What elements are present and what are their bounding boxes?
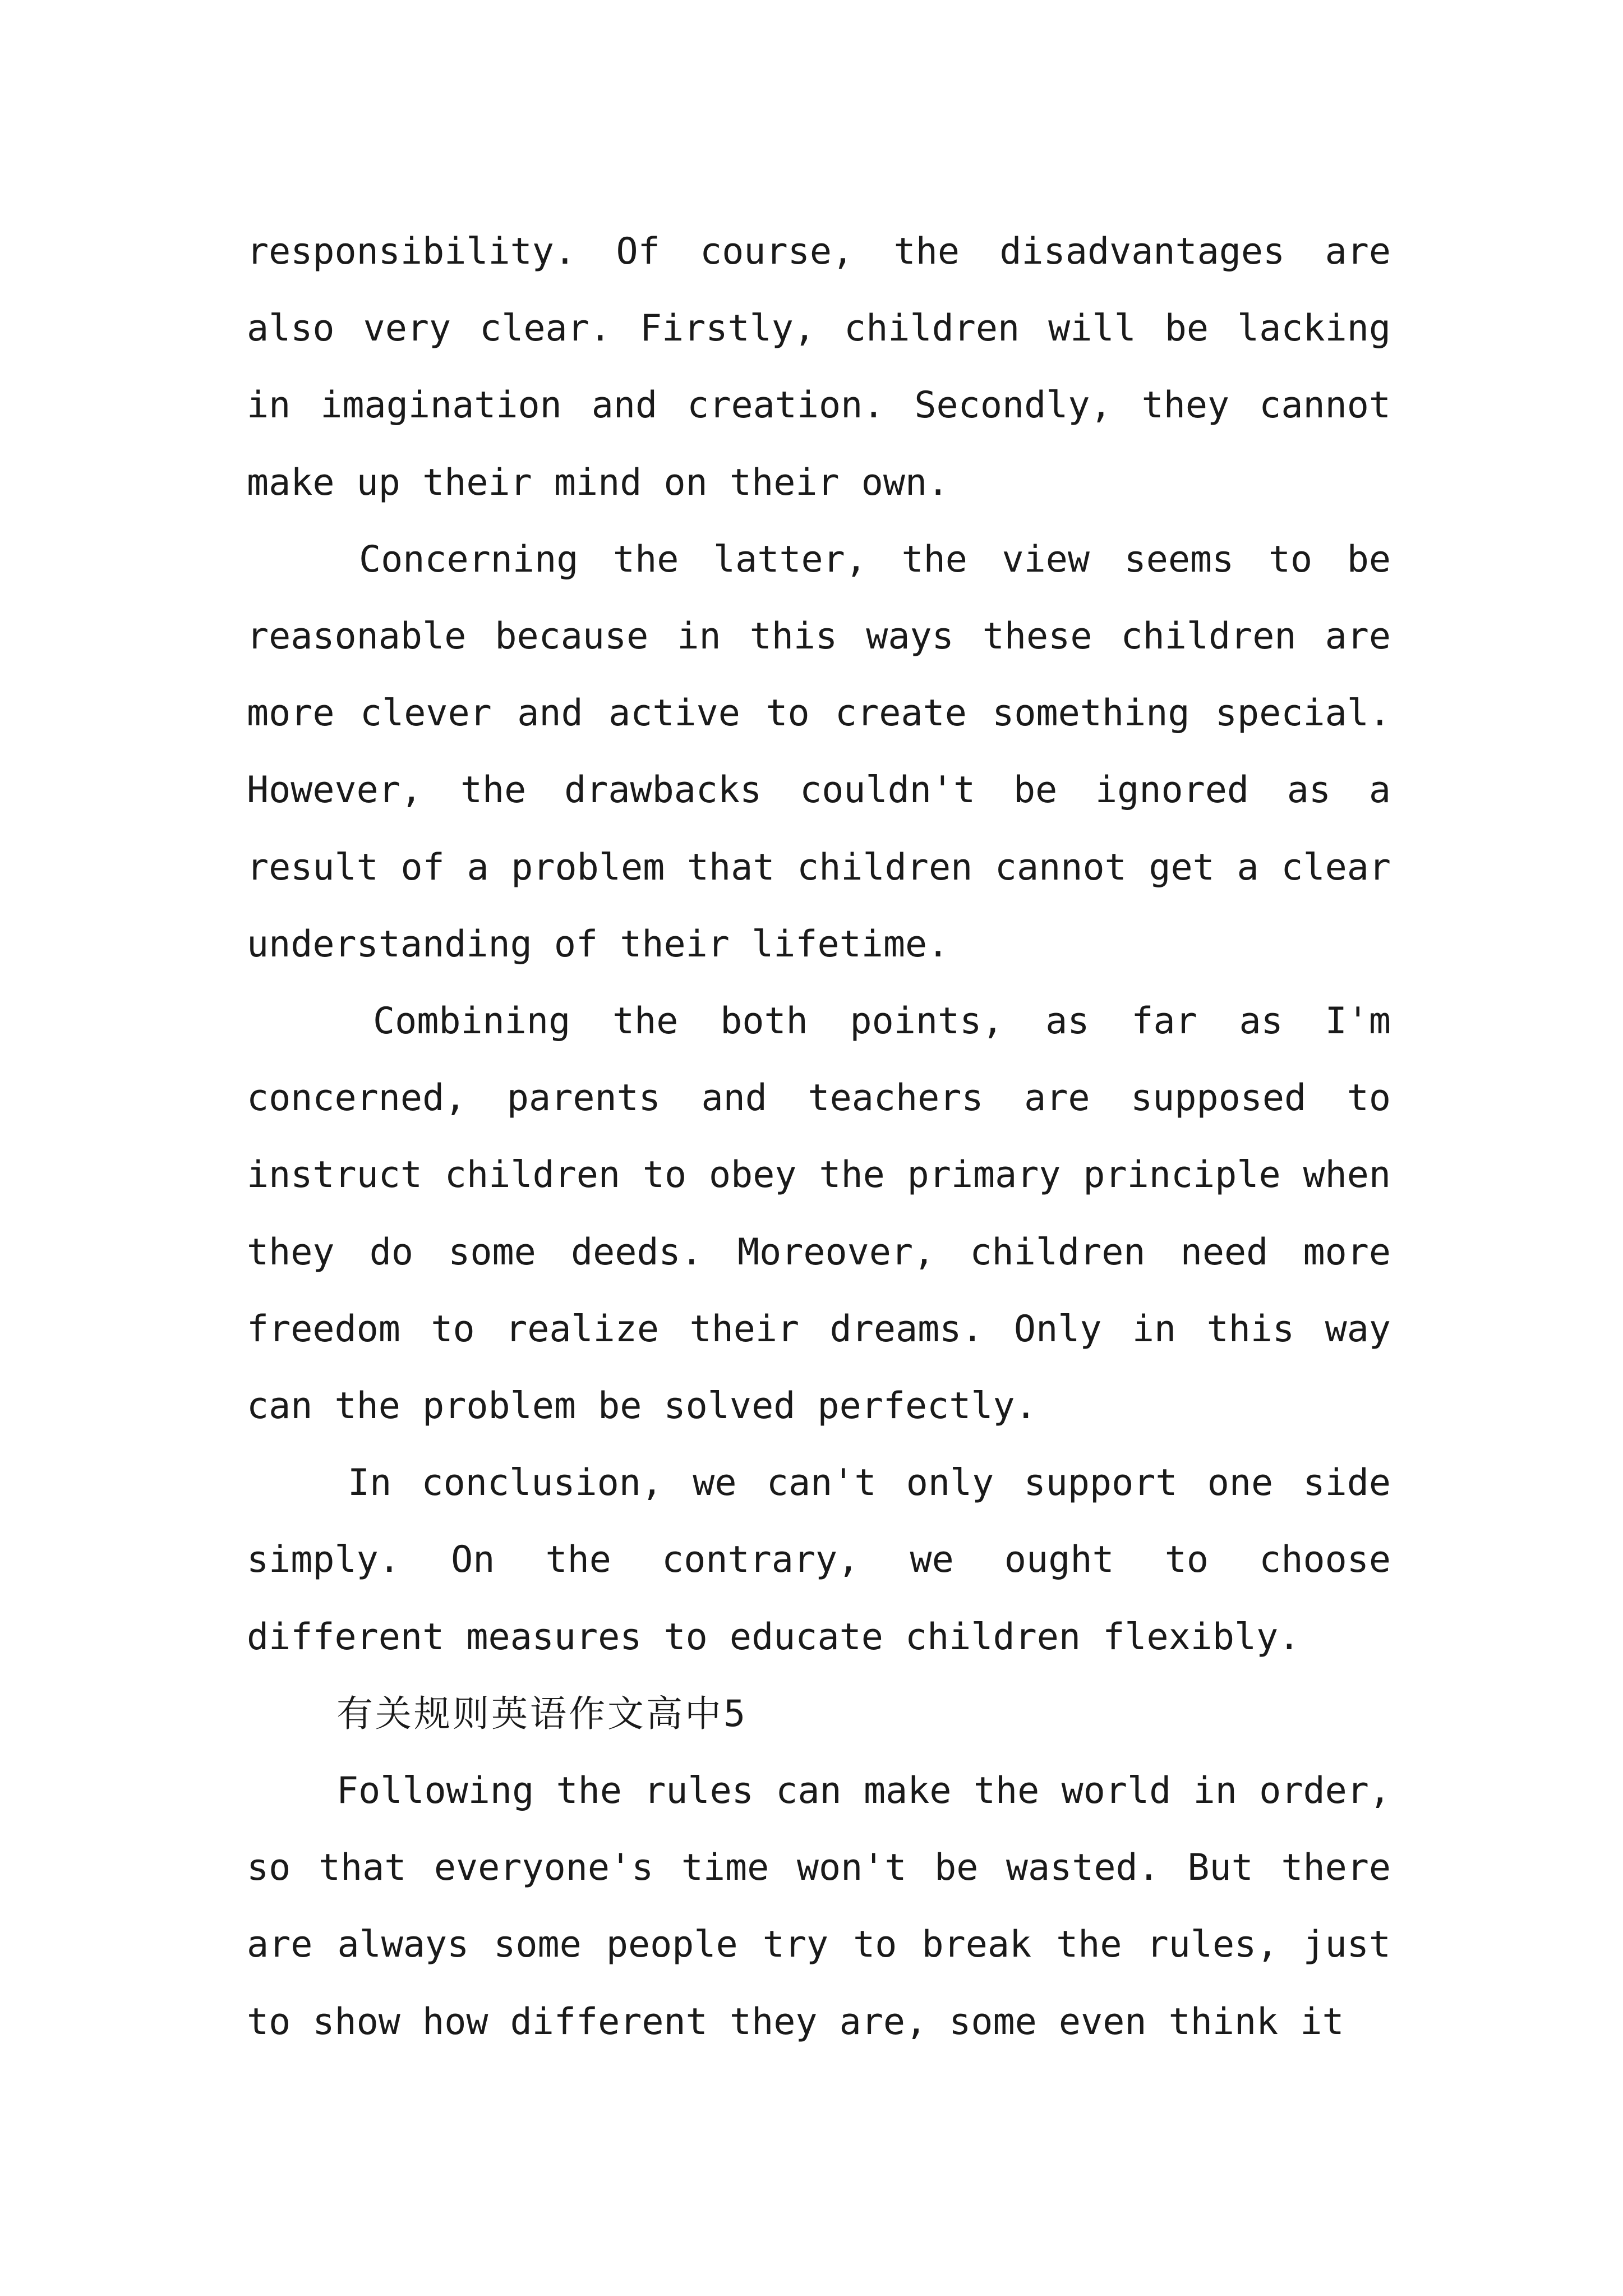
document-body (247, 213, 1391, 2060)
paragraph-conclusion: In conclusion, we can't only support one side simply. On the contrary, we ought to choose different measures to educate children flexibly. (247, 1462, 1391, 1658)
paragraph-combining-points: Combining the both points, as far as I'm concerned, parents and teachers are supposed to instruct children to obey the primary principle when they do some deeds. Moreover, children need more freedom to realize their dreams. Only in this way can the problem be solved perfectly. (247, 1000, 1391, 1428)
section-heading-text: 有关规则英语作文高中 (336, 1692, 724, 1735)
paragraph-latter-view: Concerning the latter, the view seems to be reasonable because in this ways these children are more clever and active to create something special. However, the drawbacks couldn't be ignored as a result of a problem that children cannot get a clear understanding of their lifetime. (247, 538, 1391, 965)
section-heading-number: 5 (723, 1692, 748, 1735)
section-heading (247, 1676, 1391, 1752)
paragraph-following-rules: Following the rules can make the world in order, so that everyone's time won't be wasted. But there are always some people try to break the rules, just to show how different they are, some even think it (247, 1770, 1391, 2043)
paragraph-responsibility: responsibility. Of course, the disadvantages are also very clear. Firstly, children will be lacking in imagination and creation. Secondly, they cannot make up their mind on their own. (247, 231, 1391, 504)
